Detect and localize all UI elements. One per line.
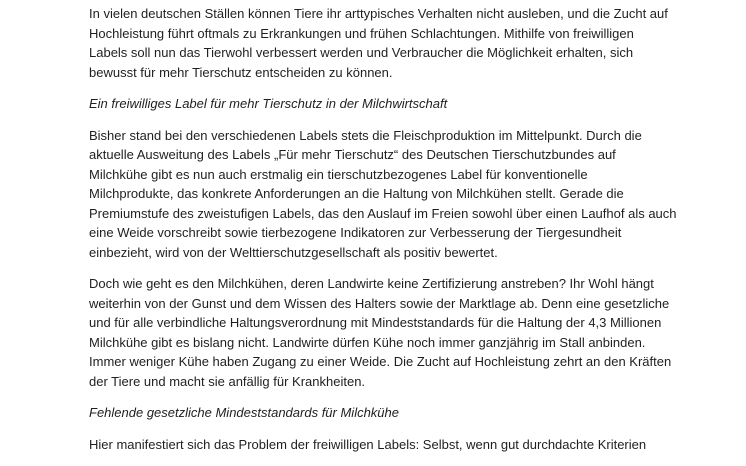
text-line: Milchprodukte, das konkrete Anforderungen an die Haltung von Milchkühen stellt. Gerade die	[89, 186, 624, 201]
text-line: Doch wie geht es den Milchkühen, deren Landwirte keine Zertifizierung anstreben? Ihr Wohl hängt	[89, 276, 654, 291]
text-line: Milchkühe gibt es bislang nicht. Landwirte dürfen Kühe noch immer ganzjährig im Stall anbinden.	[89, 334, 646, 350]
text-line: weiterhin von der Gunst und dem Wissen des Halters sowie der Marktlage ab. Denn eine gesetzliche	[89, 295, 670, 311]
section-heading-label: Ein freiwilliges Label für mehr Tierschutz in der Milchwirtschaft	[89, 96, 448, 111]
paragraph-dairy-cows	[89, 274, 672, 391]
document-page	[89, 4, 677, 466]
text-line: der Tiere und macht sie anfällig für Krankheiten.	[89, 373, 366, 389]
text-line: Immer weniger Kühe haben Zugang zu einer Weide. Die Zucht auf Hochleistung zehrt an den Kräften	[89, 354, 672, 369]
paragraph-intro	[89, 4, 668, 82]
text-line: Premiumstufe des zweistufigen Labels, das den Auslauf im Freien sowohl über einen Laufhof als auch	[89, 205, 677, 221]
text-line: In vielen deutschen Ställen können Tiere ihr arttypisches Verhalten nicht ausleben, und die Zucht auf	[89, 6, 668, 21]
text-line: Milchkühe gibt es nun auch erstmalig ein tierschutzbezogenes Label für konventionelle	[89, 166, 588, 182]
text-line: eine Weide vorschreibt sowie tierbezogene Indikatoren zur Verbesserung der Tiergesundheit	[89, 225, 622, 240]
text-line: und für alle verbindliche Haltungsverordnung mit Mindeststandards für die Haltung der 4,3 Millionen	[89, 315, 662, 330]
paragraph-label-description	[89, 126, 677, 263]
section-heading-standards: Fehlende gesetzliche Mindeststandards für Milchkühe	[89, 405, 400, 420]
text-line: Hochleistung führt oftmals zu Erkrankungen und frühen Schlachtungen. Mithilfe von freiwilligen	[89, 25, 634, 41]
text-line: Labels soll nun das Tierwohl verbessert werden und Verbraucher die Möglichkeit erhalten, sich	[89, 45, 634, 60]
text-line: Bisher stand bei den verschiedenen Labels stets die Fleischproduktion im Mittelpunkt. Durch die	[89, 127, 642, 143]
paragraph-problem	[89, 435, 659, 455]
text-line: bewusst für mehr Tierschutz entscheiden zu können.	[89, 64, 393, 80]
text-line: Hier manifestiert sich das Problem der freiwilligen Labels: Selbst, wenn gut durchdachte Kriterien	[89, 436, 647, 452]
text-line: aktuelle Ausweitung des Labels „Für mehr Tierschutz“ des Deutschen Tierschutzbundes auf	[89, 147, 616, 162]
text-line: einbezieht, wird von der Welttierschutzgesellschaft als positiv bewertet.	[89, 244, 498, 260]
